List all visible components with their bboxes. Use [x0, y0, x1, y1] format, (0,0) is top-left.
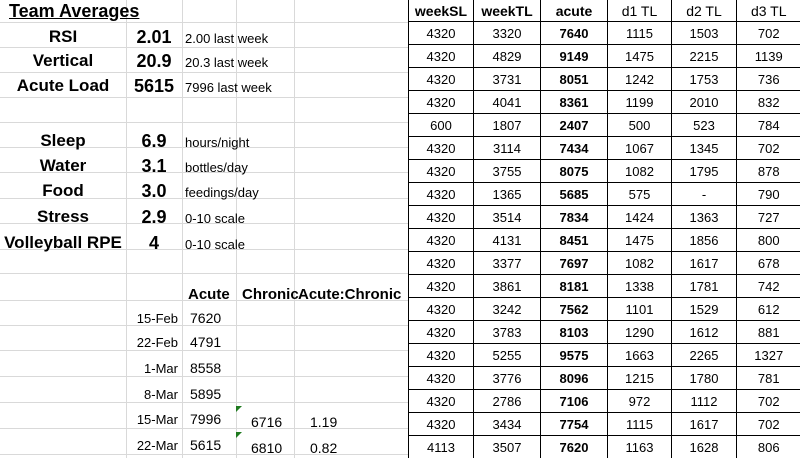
weektl-cell: 3377 [474, 252, 541, 275]
d2-tl-cell: 1856 [672, 229, 737, 252]
weektl-cell: 5255 [474, 344, 541, 367]
d2-tl-cell: 1795 [672, 160, 737, 183]
acute-cell: 9575 [541, 344, 608, 367]
weekly-load-table [408, 0, 800, 458]
acwr-chronic: 6716 [251, 414, 283, 430]
d3-tl-cell: 702 [737, 137, 800, 160]
weeksl-cell: 4320 [409, 45, 474, 68]
acwr-acute: 5615 [190, 437, 222, 453]
table-row [409, 436, 800, 458]
d1-tl-cell: 1338 [608, 275, 672, 298]
vertical-label: Vertical [32, 51, 94, 70]
volleyball-rpe-value: 4 [148, 233, 159, 253]
acwr-acute: 8558 [190, 360, 222, 376]
gridline [182, 0, 183, 458]
weeksl-header: weekSL [409, 0, 474, 22]
gridline [0, 350, 408, 351]
acute-cell: 2407 [541, 114, 608, 137]
team-averages-title: Team Averages [9, 1, 140, 21]
gridline [0, 273, 408, 274]
weektl-cell: 1365 [474, 183, 541, 206]
table-header-row [409, 0, 800, 22]
acute-load-note: 7996 last week [185, 80, 272, 95]
weeksl-cell: 4320 [409, 137, 474, 160]
weeksl-cell: 4320 [409, 160, 474, 183]
weeksl-cell: 4320 [409, 413, 474, 436]
d3-tl-header: d3 TL [737, 0, 800, 22]
vertical-value: 20.9 [136, 51, 172, 71]
acwr-chronic: 6810 [251, 440, 283, 456]
weektl-cell: 2786 [474, 390, 541, 413]
table-row [409, 22, 800, 45]
d3-tl-cell: 702 [737, 413, 800, 436]
d2-tl-cell: - [672, 183, 737, 206]
d3-tl-cell: 784 [737, 114, 800, 137]
d1-tl-cell: 1424 [608, 206, 672, 229]
acwr-ratio: 1.19 [310, 414, 338, 430]
rsi-note: 2.00 last week [185, 31, 269, 46]
acwr-acute: 7996 [190, 411, 222, 427]
acwr-date: 22-Mar [136, 438, 178, 453]
weeksl-cell: 4320 [409, 275, 474, 298]
weektl-cell: 3776 [474, 367, 541, 390]
water-value: 3.1 [141, 156, 167, 176]
gridline [0, 97, 408, 98]
d3-tl-cell: 832 [737, 91, 800, 114]
chronic-header: Chronic [242, 286, 299, 303]
weektl-cell: 3514 [474, 206, 541, 229]
vertical-note: 20.3 last week [185, 55, 269, 70]
gridline [0, 376, 408, 377]
weektl-header: weekTL [474, 0, 541, 22]
d1-tl-cell: 1475 [608, 45, 672, 68]
stress-label: Stress [37, 207, 89, 226]
d2-tl-cell: 1781 [672, 275, 737, 298]
table-row [409, 45, 800, 68]
d3-tl-cell: 1139 [737, 45, 800, 68]
d2-tl-cell: 1363 [672, 206, 737, 229]
acute-cell: 8181 [541, 275, 608, 298]
table-row [409, 68, 800, 91]
d3-tl-cell: 742 [737, 275, 800, 298]
weeksl-cell: 4320 [409, 206, 474, 229]
table-row [409, 206, 800, 229]
weektl-cell: 4829 [474, 45, 541, 68]
gridline [0, 22, 408, 23]
d1-tl-cell: 1163 [608, 436, 672, 458]
acute-cell: 7562 [541, 298, 608, 321]
d3-tl-cell: 781 [737, 367, 800, 390]
acwr-date: 22-Feb [136, 335, 178, 350]
water-label: Water [39, 156, 87, 175]
weeksl-cell: 4113 [409, 436, 474, 458]
d3-tl-cell: 702 [737, 22, 800, 45]
acwr-date: 1-Mar [144, 361, 178, 376]
weeksl-cell: 4320 [409, 390, 474, 413]
gridline [0, 454, 408, 455]
acwr-acute: 4791 [190, 334, 222, 350]
acute-column-header: acute [541, 0, 608, 22]
d1-tl-cell: 1082 [608, 160, 672, 183]
table-row [409, 137, 800, 160]
acute-cell: 7834 [541, 206, 608, 229]
weektl-cell: 4041 [474, 91, 541, 114]
rsi-label: RSI [48, 27, 78, 46]
d1-tl-cell: 1101 [608, 298, 672, 321]
acute-cell: 7697 [541, 252, 608, 275]
table-row [409, 183, 800, 206]
weeksl-cell: 4320 [409, 22, 474, 45]
d2-tl-header: d2 TL [672, 0, 737, 22]
d2-tl-cell: 1503 [672, 22, 737, 45]
stress-value: 2.9 [141, 207, 167, 227]
d3-tl-cell: 727 [737, 206, 800, 229]
d1-tl-cell: 1115 [608, 22, 672, 45]
table-row [409, 390, 800, 413]
acute-cell: 8361 [541, 91, 608, 114]
d3-tl-cell: 806 [737, 436, 800, 458]
d3-tl-cell: 790 [737, 183, 800, 206]
food-note: feedings/day [185, 185, 259, 200]
d3-tl-cell: 878 [737, 160, 800, 183]
weektl-cell: 3434 [474, 413, 541, 436]
weektl-cell: 3114 [474, 137, 541, 160]
weeksl-cell: 600 [409, 114, 474, 137]
volleyball-rpe-label: Volleyball RPE [4, 233, 122, 252]
sleep-label: Sleep [40, 131, 86, 150]
d1-tl-cell: 1290 [608, 321, 672, 344]
acute-cell: 8075 [541, 160, 608, 183]
weektl-cell: 3755 [474, 160, 541, 183]
d1-tl-header: d1 TL [608, 0, 672, 22]
acwr-ratio: 0.82 [310, 440, 338, 456]
weeksl-cell: 4320 [409, 183, 474, 206]
gridline [0, 72, 408, 73]
acute-cell: 8103 [541, 321, 608, 344]
d2-tl-cell: 1617 [672, 413, 737, 436]
acute-cell: 8451 [541, 229, 608, 252]
sleep-value: 6.9 [141, 131, 167, 151]
weektl-cell: 3783 [474, 321, 541, 344]
volleyball-rpe-note: 0-10 scale [185, 237, 245, 252]
gridline [0, 428, 408, 429]
d1-tl-cell: 1082 [608, 252, 672, 275]
d1-tl-cell: 575 [608, 183, 672, 206]
weeksl-cell: 4320 [409, 367, 474, 390]
d3-tl-cell: 702 [737, 390, 800, 413]
d2-tl-cell: 2265 [672, 344, 737, 367]
acwr-date: 15-Feb [136, 311, 178, 326]
acwr-acute: 5895 [190, 386, 222, 402]
acute-cell: 8051 [541, 68, 608, 91]
weeksl-cell: 4320 [409, 68, 474, 91]
table-row [409, 114, 800, 137]
water-note: bottles/day [185, 160, 248, 175]
d1-tl-cell: 1663 [608, 344, 672, 367]
table-row [409, 344, 800, 367]
weeksl-cell: 4320 [409, 321, 474, 344]
gridline [0, 402, 408, 403]
d3-tl-cell: 612 [737, 298, 800, 321]
d1-tl-cell: 1115 [608, 413, 672, 436]
acute-cell: 7434 [541, 137, 608, 160]
rsi-value: 2.01 [136, 27, 172, 47]
weektl-cell: 3861 [474, 275, 541, 298]
weektl-cell: 3242 [474, 298, 541, 321]
weeksl-cell: 4320 [409, 91, 474, 114]
d2-tl-cell: 1612 [672, 321, 737, 344]
weeksl-cell: 4320 [409, 298, 474, 321]
table-row [409, 298, 800, 321]
table-row [409, 91, 800, 114]
food-label: Food [42, 181, 84, 200]
gridline [0, 122, 408, 123]
table-row [409, 413, 800, 436]
table-row [409, 275, 800, 298]
food-value: 3.0 [141, 181, 167, 201]
d3-tl-cell: 1327 [737, 344, 800, 367]
weektl-cell: 1807 [474, 114, 541, 137]
acute-cell: 8096 [541, 367, 608, 390]
d3-tl-cell: 800 [737, 229, 800, 252]
acute-header: Acute [188, 286, 230, 303]
d3-tl-cell: 678 [737, 252, 800, 275]
d3-tl-cell: 736 [737, 68, 800, 91]
d1-tl-cell: 1475 [608, 229, 672, 252]
d2-tl-cell: 1112 [672, 390, 737, 413]
acwr-acute: 7620 [190, 310, 222, 326]
acute-load-value: 5615 [133, 76, 175, 96]
gridline [294, 0, 295, 458]
weeksl-cell: 4320 [409, 252, 474, 275]
weektl-cell: 3320 [474, 22, 541, 45]
d2-tl-cell: 2010 [672, 91, 737, 114]
d1-tl-cell: 1215 [608, 367, 672, 390]
sleep-note: hours/night [185, 135, 250, 150]
weektl-cell: 3507 [474, 436, 541, 458]
d1-tl-cell: 1067 [608, 137, 672, 160]
acute-cell: 7754 [541, 413, 608, 436]
weeksl-cell: 4320 [409, 229, 474, 252]
acute-load-label: Acute Load [16, 76, 110, 95]
d3-tl-cell: 881 [737, 321, 800, 344]
d2-tl-cell: 1753 [672, 68, 737, 91]
comment-marker-icon [236, 432, 242, 438]
d1-tl-cell: 1199 [608, 91, 672, 114]
table-row [409, 252, 800, 275]
d2-tl-cell: 2215 [672, 45, 737, 68]
table-row [409, 229, 800, 252]
acwr-date: 8-Mar [144, 387, 178, 402]
gridline [0, 47, 408, 48]
d2-tl-cell: 1617 [672, 252, 737, 275]
d2-tl-cell: 1780 [672, 367, 737, 390]
acute-cell: 9149 [541, 45, 608, 68]
d1-tl-cell: 1242 [608, 68, 672, 91]
d2-tl-cell: 1529 [672, 298, 737, 321]
d1-tl-cell: 500 [608, 114, 672, 137]
weektl-cell: 4131 [474, 229, 541, 252]
acute-cell: 7620 [541, 436, 608, 458]
d2-tl-cell: 1345 [672, 137, 737, 160]
weeksl-cell: 4320 [409, 344, 474, 367]
table-row [409, 160, 800, 183]
d1-tl-cell: 972 [608, 390, 672, 413]
stress-note: 0-10 scale [185, 211, 245, 226]
acute-cell: 7106 [541, 390, 608, 413]
d2-tl-cell: 523 [672, 114, 737, 137]
acute-cell: 5685 [541, 183, 608, 206]
acwr-date: 15-Mar [136, 412, 178, 427]
d2-tl-cell: 1628 [672, 436, 737, 458]
table-row [409, 321, 800, 344]
weektl-cell: 3731 [474, 68, 541, 91]
table-row [409, 367, 800, 390]
acute-cell: 7640 [541, 22, 608, 45]
comment-marker-icon [236, 406, 242, 412]
acute-chronic-header: Acute:Chronic [298, 286, 402, 303]
